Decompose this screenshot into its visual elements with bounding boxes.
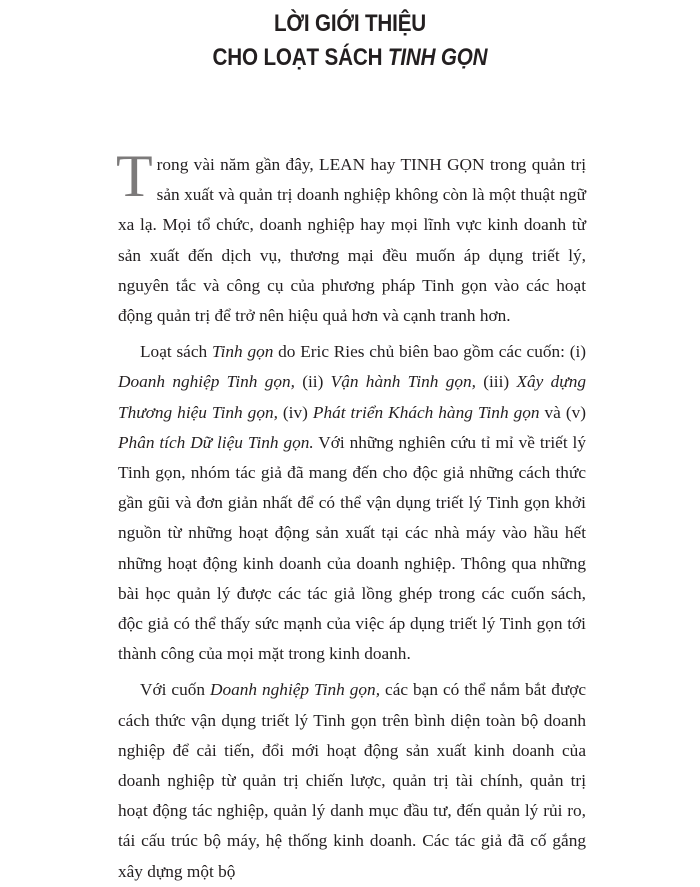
page-title-line2: [49, 44, 651, 72]
paragraph-1: [116, 143, 586, 331]
italic-run: Phát triển Khách hàng Tinh gọn: [312, 402, 540, 422]
drop-cap: T: [116, 143, 153, 209]
text-run: Loạt sách: [140, 342, 212, 362]
title-prefix: CHO LOẠT SÁCH: [212, 44, 388, 71]
text-run: Với những nghiên cứu tỉ mỉ về triết lý Tinh gọn, nhóm tác giả đã mang đến cho độc giả những cách thức gần gũi và đơn giản nhất để có thể vận dụng triết lý Tinh gọn khởi nguồn từ những hoạt động sản xuất tại các nhà máy vào hầu hết những hoạt động kinh doanh của doanh nghiệp. Thông qua những bài học quản lý được các tác giả lồng ghép trong các cuốn sách, độc giả có thể thấy sức mạnh của việc áp dụng triết lý Tinh gọn tới thành công của mọi mặt trong kinh doanh.: [118, 432, 586, 664]
text-run: Với cuốn: [140, 680, 210, 700]
italic-run: Tinh gọn: [211, 342, 274, 362]
italic-run: Doanh nghiệp Tinh gọn,: [210, 680, 381, 700]
text-run: do Eric Ries chủ biên bao gồm các cuốn: (i): [273, 342, 587, 362]
body-text: [116, 143, 587, 887]
text-run: và (v): [539, 402, 586, 422]
text-run: (iv): [277, 402, 313, 422]
italic-run: Xây dựng Thương hiệu Tinh gọn,: [118, 372, 586, 422]
text-run: các bạn có thể nắm bắt được cách thức vận dụng triết lý Tinh gọn trên bình diện toàn bộ doanh nghiệp để cải tiến, đổi mới hoạt động sản xuất kinh doanh của doanh nghiệp từ quản trị chiến lược, quản trị tài chính, quản trị hoạt động tác nghiệp, quản lý danh mục đầu tư, đến quản lý rủi ro, tái cấu trúc bộ máy, hệ thống kinh doanh. Các tác giả đã cố gắng xây dựng một bộ: [118, 680, 587, 881]
text-run: (ii): [294, 372, 331, 392]
paragraph-3: [118, 675, 586, 886]
page-title-line1: LỜI GIỚI THIỆU: [273, 10, 427, 37]
paragraph-2: [118, 337, 586, 669]
text-run: (iii): [475, 372, 517, 392]
italic-run: Vận hành Tinh gọn,: [330, 372, 476, 392]
paragraph-1-text: rong vài năm gần đây, LEAN hay TINH GỌN trong quản trị sản xuất và quản trị doanh nghiệp không còn là một thuật ngữ xa lạ. Mọi tổ chức, doanh nghiệp hay mọi lĩnh vực kinh doanh từ sản xuất đến dịch vụ, thương mại đều muốn áp dụng triết lý, nguyên tắc và công cụ của phương pháp Tinh gọn vào các hoạt động quản trị để trở nên hiệu quả hơn và cạnh tranh hơn.: [118, 155, 586, 326]
title-series-name: TINH GỌN: [387, 44, 488, 71]
italic-run: Phân tích Dữ liệu Tinh gọn.: [118, 432, 314, 452]
italic-run: Doanh nghiệp Tinh gọn,: [118, 372, 295, 392]
